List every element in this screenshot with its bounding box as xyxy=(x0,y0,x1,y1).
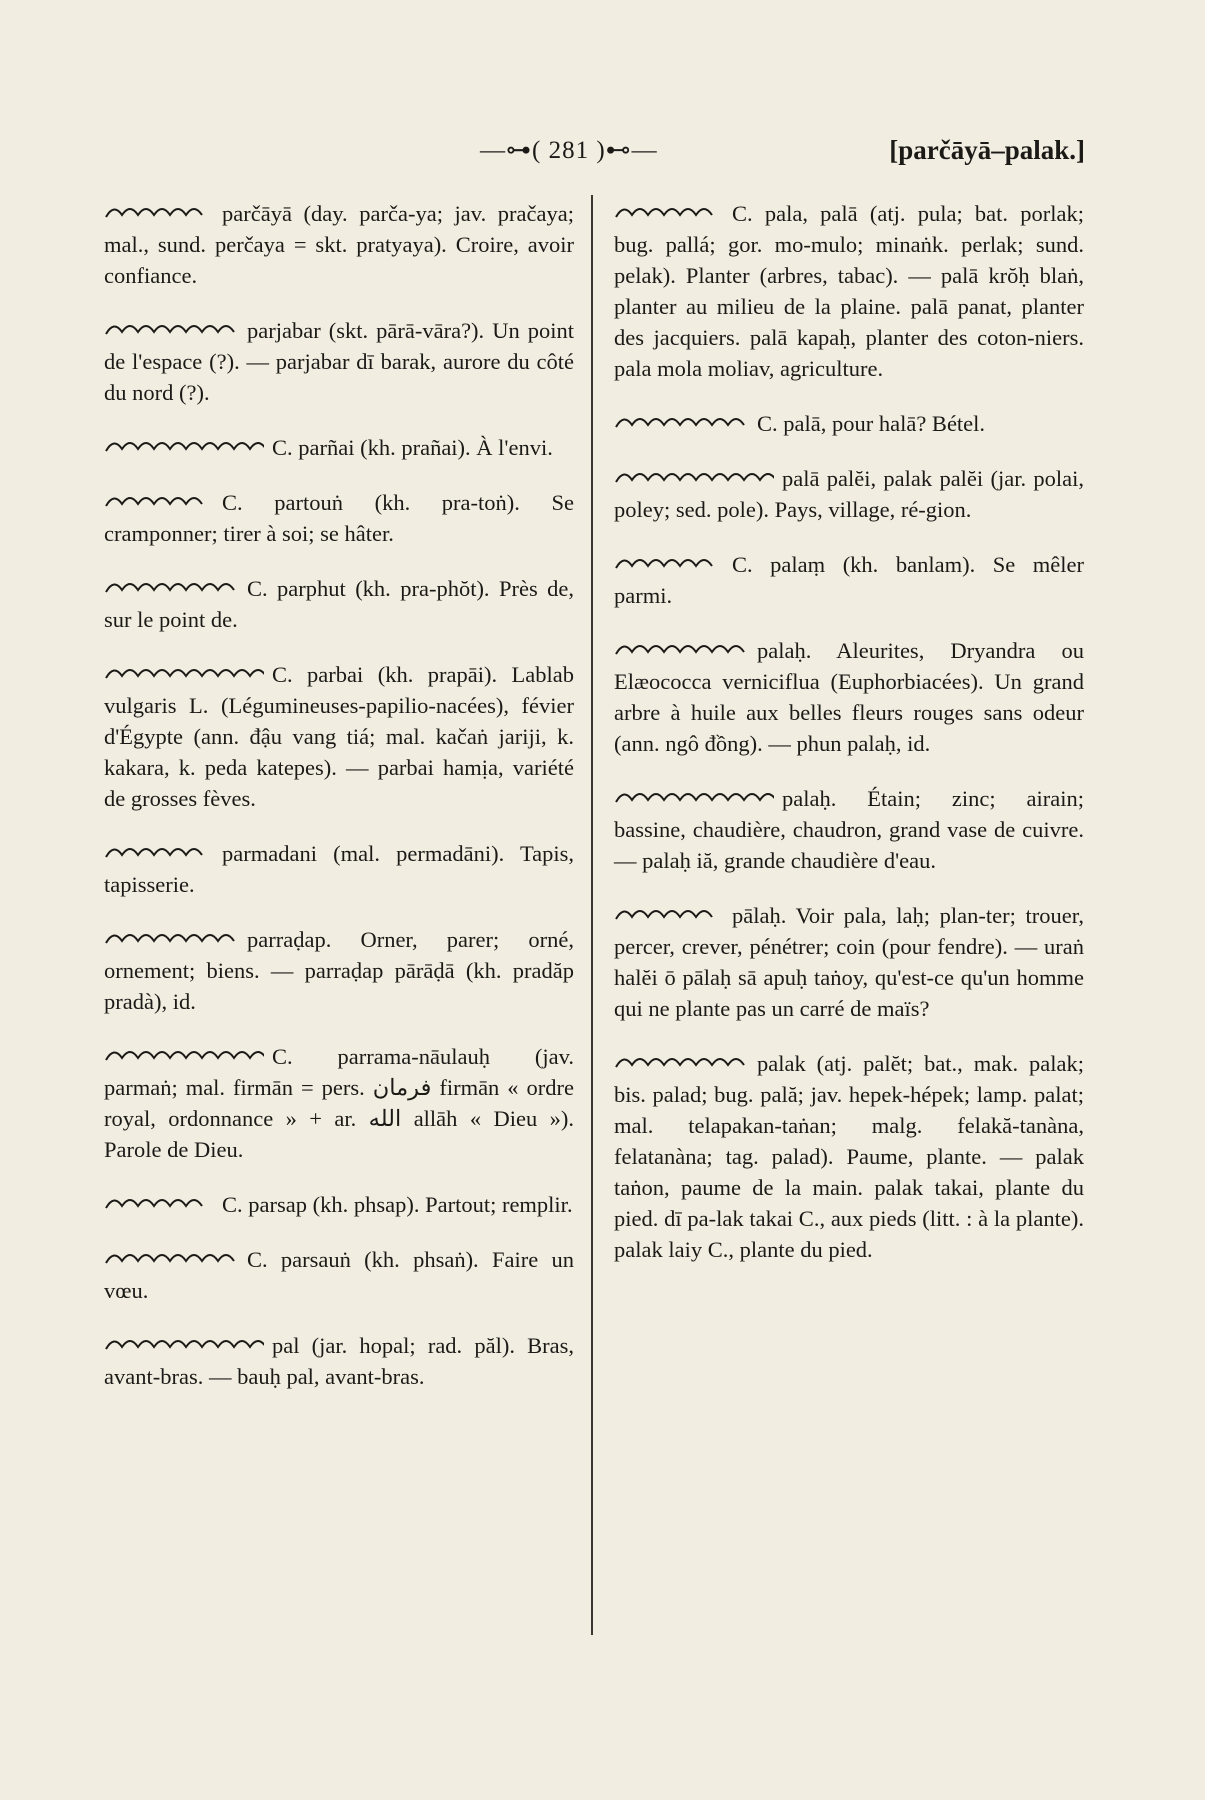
cham-script-glyph-icon xyxy=(614,550,724,576)
dictionary-entry xyxy=(614,635,1084,759)
dictionary-entry xyxy=(614,408,1084,439)
left-column xyxy=(104,198,574,1416)
cham-script-glyph-icon xyxy=(614,409,749,435)
dictionary-entry xyxy=(104,1041,574,1165)
entry-text: C. parsauṅ (kh. phsaṅ). Faire un vœu. xyxy=(104,1247,574,1303)
dictionary-entry xyxy=(614,549,1084,611)
dictionary-entry xyxy=(104,1244,574,1306)
dictionary-entry xyxy=(104,659,574,814)
dictionary-entry xyxy=(614,198,1084,384)
dictionary-entry xyxy=(104,924,574,1017)
cham-script-glyph-icon xyxy=(104,574,239,600)
entry-text: C. parbai (kh. prapāi). Lablab vulgaris L. (Légumineuses-papilio-nacées), févier d'Égypte (ann. đậu vang tiá; mal. kačaṅ jariji, k. kakara, k. peda katepes). — parbai hamịa, variété de grosses fèves. xyxy=(104,662,574,811)
page-number: —⊶( 281 )⊷— xyxy=(480,137,658,164)
dictionary-entry xyxy=(614,463,1084,525)
running-head: [parčāyā–palak.] xyxy=(889,135,1085,165)
dictionary-entry xyxy=(614,783,1084,876)
page-header xyxy=(0,135,1205,175)
cham-script-glyph-icon xyxy=(104,1042,264,1068)
entry-text: palaḥ. Étain; zinc; airain; bassine, chaudière, chaudron, grand vase de cuivre. — palaḥ iă, grande chaudière d'eau. xyxy=(614,786,1084,873)
entry-text: parraḍap. Orner, parer; orné, ornement; biens. — parraḍap pārāḍā (kh. pradăp pradà), id. xyxy=(104,927,574,1014)
cham-script-glyph-icon xyxy=(104,1245,239,1271)
entry-text: pālaḥ. Voir pala, laḥ; plan-ter; trouer, percer, crever, pénétrer; coin (pour fendre). — uraṅ halĕi ō pālaḥ sā apuḥ taṅoy, qu'est-ce qu'un homme qui ne plante pas un carré de maïs? xyxy=(614,903,1084,1021)
cham-script-glyph-icon xyxy=(614,901,724,927)
cham-script-glyph-icon xyxy=(614,199,724,225)
dictionary-entry xyxy=(104,432,574,463)
column-divider xyxy=(591,195,593,1635)
dictionary-entry xyxy=(104,838,574,900)
entry-text: parjabar (skt. pārā-vāra?). Un point de l'espace (?). — parjabar dī barak, aurore du côté du nord (?). xyxy=(104,318,574,405)
cham-script-glyph-icon xyxy=(104,488,214,514)
cham-script-glyph-icon xyxy=(614,784,774,810)
entry-text: C. palaṃ (kh. banlam). Se mêler parmi. xyxy=(614,552,1084,608)
cham-script-glyph-icon xyxy=(104,660,264,686)
dictionary-entry xyxy=(614,1048,1084,1265)
dictionary-entry xyxy=(104,198,574,291)
right-column xyxy=(614,198,1084,1289)
entry-text: C. parrama-nāulauḥ (jav. parmaṅ; mal. firmān = pers. فرمان firmān « ordre royal, ordonnance » + ar. الله allāh « Dieu »). Parole de Dieu. xyxy=(104,1044,574,1162)
dictionary-entry xyxy=(104,573,574,635)
cham-script-glyph-icon xyxy=(614,636,749,662)
cham-script-glyph-icon xyxy=(104,839,214,865)
entry-text: C. parsap (kh. phsap). Partout; remplir. xyxy=(222,1192,573,1217)
dictionary-entry xyxy=(104,1189,574,1220)
cham-script-glyph-icon xyxy=(104,433,264,459)
cham-script-glyph-icon xyxy=(104,1190,214,1216)
entry-text: C. parñai (kh. prañai). À l'envi. xyxy=(272,435,553,460)
cham-script-glyph-icon xyxy=(614,464,774,490)
entry-text: palak (atj. palĕt; bat., mak. palak; bis. palad; bug. pală; jav. hepek-hépek; lamp. palat; mal. telapakan-taṅan; malg. felakă-tanàna, felatanàna; tag. palad). Paume, plante. — palak taṅon, paume de la main. palak takai, plante du pied. dī pa-lak takai C., aux pieds (litt. : à la plante). palak laiy C., plante du pied. xyxy=(614,1051,1084,1262)
cham-script-glyph-icon xyxy=(104,1331,264,1357)
entry-text: C. palā, pour halā? Bétel. xyxy=(757,411,986,436)
cham-script-glyph-icon xyxy=(104,925,239,951)
dictionary-entry xyxy=(104,1330,574,1392)
entry-text: parmadani (mal. permadāni). Tapis, tapisserie. xyxy=(104,841,574,897)
cham-script-glyph-icon xyxy=(104,316,239,342)
entry-text: C. parphut (kh. pra-phŏt). Près de, sur le point de. xyxy=(104,576,574,632)
dictionary-entry xyxy=(614,900,1084,1024)
entry-text: C. partouṅ (kh. pra-toṅ). Se cramponner; tirer à soi; se hâter. xyxy=(104,490,574,546)
entry-text: palaḥ. Aleurites, Dryandra ou Elæococca verniciflua (Euphorbiacées). Un grand arbre à huile aux belles fleurs rouges sans odeur (ann. ngô đồng). — phun palaḥ, id. xyxy=(614,638,1084,756)
dictionary-entry xyxy=(104,487,574,549)
entry-text: pal (jar. hopal; rad. păl). Bras, avant-bras. — bauḥ pal, avant-bras. xyxy=(104,1333,574,1389)
entry-text: C. pala, palā (atj. pula; bat. porlak; bug. pallá; gor. mo-mulo; minaṅk. perlak; sund. pelak). Planter (arbres, tabac). — palā krŏḥ blaṅ, planter au milieu de la plaine. palā panat, planter des jacquiers. palā kapaḥ, planter des coton-niers. pala mola moliav, agriculture. xyxy=(614,201,1084,381)
cham-script-glyph-icon xyxy=(614,1049,749,1075)
entry-text: palā palĕi, palak palĕi (jar. polai, poley; sed. pole). Pays, village, ré-gion. xyxy=(614,466,1084,522)
dictionary-entry xyxy=(104,315,574,408)
cham-script-glyph-icon xyxy=(104,199,214,225)
entry-text: parčāyā (day. parča-ya; jav. pračaya; mal., sund. perčaya = skt. pratyaya). Croire, avoir confiance. xyxy=(104,201,574,288)
